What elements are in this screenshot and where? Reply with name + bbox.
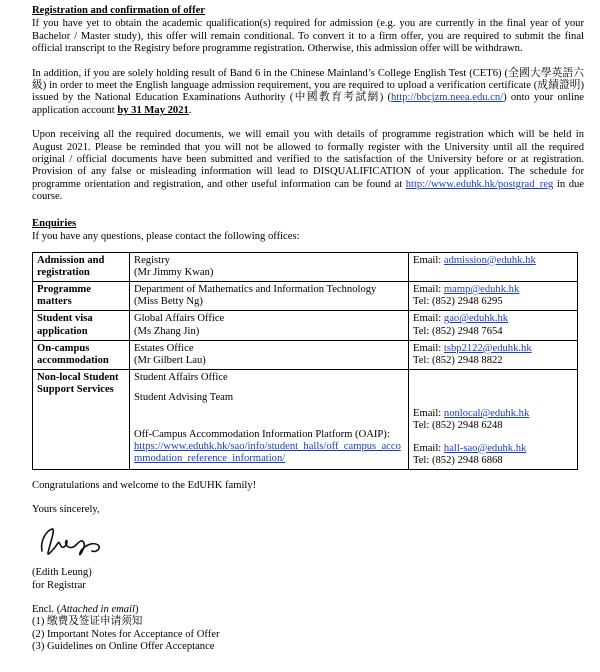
category-cell: Admission and registration	[33, 252, 130, 281]
signatory-name: (Edith Leung)	[32, 567, 92, 579]
category-cell: Student visa application	[33, 311, 130, 340]
email-label: Email:	[413, 342, 444, 354]
office-name: Registry	[134, 254, 170, 266]
encl-label: Encl. (	[32, 603, 61, 615]
email-link[interactable]: mamp@eduhk.hk	[443, 283, 520, 295]
contact-cell	[409, 340, 578, 369]
team-name: Student Advising Team	[134, 392, 234, 404]
office-name: Student Affairs Office	[134, 372, 228, 384]
platform-name: Off-Campus Accommodation Information Platform (OAIP):	[134, 428, 390, 440]
contact-person: (Mr Gilbert Lau)	[134, 354, 206, 366]
paragraph-conditional-offer	[32, 18, 584, 55]
paragraph-text: ) onto your online application account	[32, 92, 584, 116]
table-row	[33, 340, 578, 369]
email-link[interactable]: tsbp2122@eduhk.hk	[443, 342, 532, 354]
office-name: Department of Mathematics and Information Technology	[134, 283, 377, 295]
paragraph-registration-details	[32, 129, 584, 203]
office-cell	[130, 281, 409, 310]
email-label: Email:	[413, 254, 444, 266]
enclosure-item: (3) Guidelines on Online Offer Acceptance	[32, 641, 215, 653]
paragraph-text: In addition, if you are solely holding result of Band 6 in the Chinese Mainland’s College English Test (CET6) (全國大學英語六級) in order to meet the English language admission requirement, you are required to upload a verification certificate (成績證明) issued by the National Education Examinations Authority (中國教育考試網) (	[32, 67, 584, 104]
letter-page	[32, 5, 584, 654]
neea-link[interactable]: http://bbcjzm.neea.edu.cn/	[391, 92, 504, 104]
tel-text: Tel: (852) 2948 6868	[413, 454, 503, 466]
category-cell: Programme matters	[33, 281, 130, 310]
postgrad-reg-link[interactable]: http://www.eduhk.hk/postgrad_reg	[405, 178, 554, 190]
tel-text: Tel: (852) 2948 6248	[413, 420, 503, 432]
category-cell: Non-local Student Support Services	[33, 370, 130, 470]
enquiries-intro: If you have any questions, please contact the following offices:	[32, 231, 300, 243]
table-row	[33, 281, 578, 310]
email-label: Email:	[413, 313, 444, 325]
paragraph-text: in due course.	[32, 178, 584, 203]
contact-person: (Miss Betty Ng)	[134, 296, 203, 308]
contact-cell	[409, 252, 578, 281]
office-cell	[130, 311, 409, 340]
office-name: Global Affairs Office	[134, 313, 225, 325]
email-link[interactable]: hall-sao@eduhk.hk	[443, 442, 527, 454]
section-title-enquiries: Enquiries	[32, 217, 77, 229]
paragraph-text: Upon receiving all the required documents, we will email you with details of programme registration which will be held in August 2021. Please be reminded that you will not be allowed to formally register with the University until all the required original / official documents have been submitted and verified to the satisfaction of the University before or at registration. Provision of any false or misleading information will lead to DISQUALIFICATION of your application. The schedule for programme orientation and registration, and other useful information can be found at	[32, 129, 584, 190]
contact-cell	[409, 281, 578, 310]
contact-person: (Ms Zhang Jin)	[134, 325, 200, 337]
tel-text: Tel: (852) 2948 8822	[413, 354, 503, 366]
oaip-link[interactable]: https://www.eduhk.hk/sao/info/student_halls/off_campus_accommodation_reference_information/	[134, 440, 401, 464]
paragraph-text: If you have yet to obtain the academic qualification(s) required for admission (e.g. you are currently in the final year of your Bachelor / Master study), this offer will remain conditional. To convert it to a firm offer, you are required to submit the final official transcript to the Registry before programme registration. Otherwise, this admission offer will be withdrawn.	[32, 18, 584, 55]
contact-person: (Mr Jimmy Kwan)	[134, 266, 214, 278]
paragraph-text: .	[188, 104, 192, 116]
encl-close: )	[134, 603, 139, 615]
table-row	[33, 370, 578, 470]
encl-note: Attached in email	[60, 603, 135, 615]
enclosure-item: (1) 缴费及签证申请须知	[32, 616, 143, 628]
section-title-registration: Registration and confirmation of offer	[32, 5, 206, 16]
deadline-text: by 31 May 2021	[117, 104, 189, 116]
tel-text: Tel: (852) 2948 7654	[413, 325, 503, 337]
contact-cell	[409, 370, 578, 470]
sincerely-text: Yours sincerely,	[32, 504, 100, 516]
contacts-table	[32, 252, 578, 470]
table-row	[33, 252, 578, 281]
tel-text: Tel: (852) 2948 6295	[413, 296, 503, 308]
email-label: Email:	[413, 442, 444, 454]
email-link[interactable]: nonlocal@eduhk.hk	[443, 408, 530, 420]
email-label: Email:	[413, 408, 444, 420]
paragraph-cet6	[32, 68, 584, 118]
contact-cell	[409, 311, 578, 340]
signatory-role: for Registrar	[32, 579, 86, 591]
email-link[interactable]: gao@eduhk.hk	[443, 313, 509, 325]
category-cell: On-campus accommodation	[33, 340, 130, 369]
enclosures	[32, 604, 584, 654]
email-link[interactable]: admission@eduhk.hk	[443, 254, 536, 266]
office-cell	[130, 252, 409, 281]
enclosure-item: (2) Important Notes for Acceptance of Offer	[32, 628, 220, 640]
office-cell	[130, 370, 409, 470]
signature-image	[36, 523, 126, 563]
email-label: Email:	[413, 283, 444, 295]
office-name: Estates Office	[134, 342, 194, 354]
congratulations-text: Congratulations and welcome to the EdUHK family!	[32, 479, 257, 491]
table-row	[33, 311, 578, 340]
office-cell	[130, 340, 409, 369]
